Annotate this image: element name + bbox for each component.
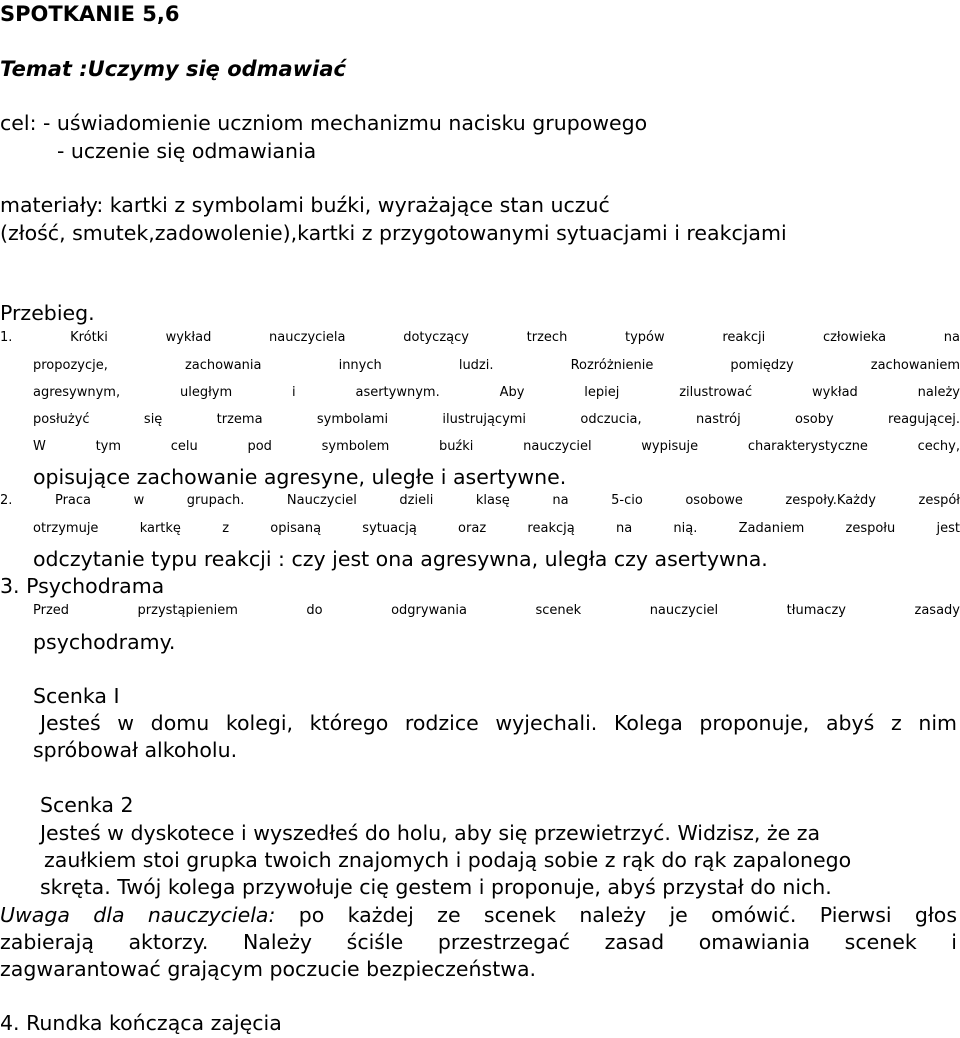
process-line: psychodramy. — [33, 630, 176, 654]
materials-line-2: (złość, smutek,zadowolenie),kartki z przygotowanymi sytuacjami i reakcjami — [0, 221, 787, 245]
closing-item: 4. Rundka kończąca zajęcia — [0, 1011, 282, 1035]
scene-1-line: Jesteś w domu kolegi, którego rodzice wyjechali. Kolega proponuje, abyś z nim — [40, 711, 957, 735]
teacher-note-line-3: zagwarantować grającym poczucie bezpieczeństwa. — [0, 957, 537, 981]
teacher-note-line-2: zabierają aktorzy. Należy ściśle przestrzegać zasad omawiania scenek i — [0, 930, 957, 954]
goal-line-2: - uczenie się odmawiania — [57, 139, 317, 163]
process-line: opisujące zachowanie agresyne, uległe i asertywne. — [33, 465, 567, 489]
scene-2-line: skręta. Twój kolega przywołuje cię gestem i proponuje, abyś przystał do nich. — [40, 875, 832, 899]
process-line: W tym celu pod symbolem buźki nauczyciel wypisuje charakterystyczne cechy, — [33, 439, 960, 454]
topic-heading: Temat :Uczymy się odmawiać — [0, 57, 346, 81]
goal-line-1: cel: - uświadomienie uczniom mechanizmu nacisku grupowego — [0, 111, 648, 135]
scene-2-line: zaułkiem stoi grupka twoich znajomych i podają sobie z rąk do rąk zapalonego — [44, 848, 852, 872]
process-line: posłużyć się trzema symbolami ilustrującymi odczucia, nastrój osoby reagującej. — [33, 412, 960, 427]
process-line: odczytanie typu reakcji : czy jest ona agresywna, uległa czy asertywna. — [33, 547, 768, 571]
process-line: propozycje, zachowania innych ludzi. Rozróżnienie pomiędzy zachowaniem — [33, 358, 960, 373]
teacher-note-text: po każdej ze scenek należy je omówić. Pierwsi głos — [275, 903, 957, 927]
process-line: 3. Psychodrama — [0, 574, 165, 598]
materials-line-1: materiały: kartki z symbolami buźki, wyrażające stan uczuć — [0, 193, 610, 217]
scene-2-title: Scenka 2 — [40, 793, 134, 817]
process-line: 2. Praca w grupach. Nauczyciel dzieli klasę na 5-cio osobowe zespoły.Każdy zespół — [0, 493, 960, 508]
process-line: agresywnym, uległym i asertywnym. Aby lepiej zilustrować wykład należy — [33, 385, 960, 400]
scene-1-line: spróbował alkoholu. — [33, 738, 238, 762]
scene-2-line: Jesteś w dyskotece i wyszedłeś do holu, aby się przewietrzyć. Widzisz, że za — [40, 821, 821, 845]
process-line: Przed przystąpieniem do odgrywania scenek nauczyciel tłumaczy zasady — [33, 603, 960, 618]
process-label: Przebieg. — [0, 301, 95, 325]
process-line: 1. Krótki wykład nauczyciela dotyczący trzech typów reakcji człowieka na — [0, 330, 960, 345]
teacher-note-line-1 — [0, 905, 957, 926]
scene-1-title: Scenka I — [33, 684, 120, 708]
teacher-note-label: Uwaga dla nauczyciela: — [0, 903, 276, 927]
process-line: otrzymuje kartkę z opisaną sytuacją oraz reakcją na nią. Zadaniem zespołu jest — [33, 521, 960, 536]
page-heading: SPOTKANIE 5,6 — [0, 2, 180, 26]
